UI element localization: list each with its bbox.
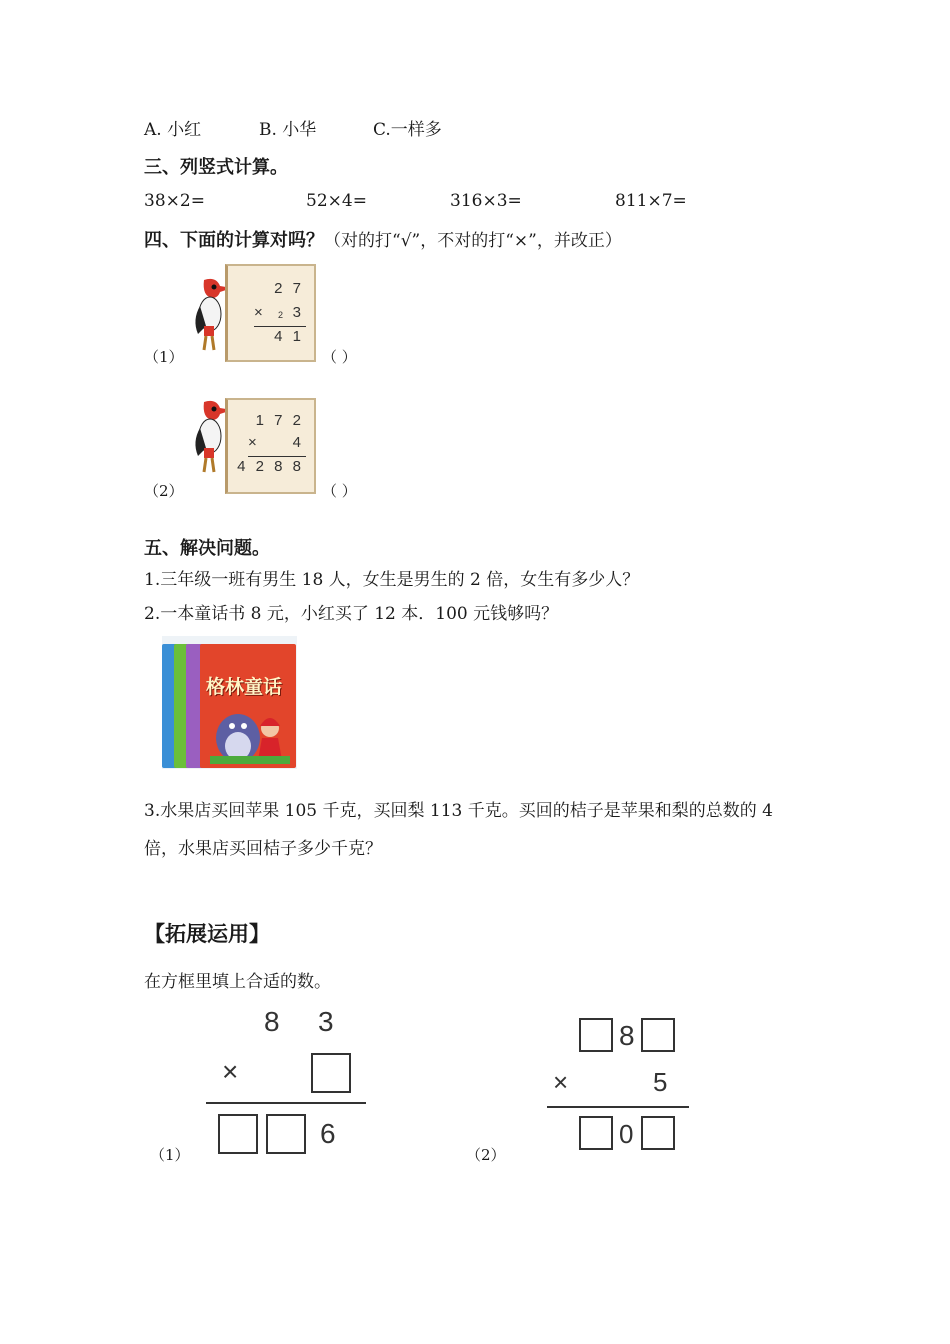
puzzle1-divider — [206, 1102, 366, 1104]
puzzle-1-label: （1） — [150, 1146, 190, 1164]
puzzle1-times-sign: × — [222, 1056, 239, 1087]
puzzle1-digit-3: 3 — [318, 1006, 334, 1037]
card1-times-sign: × — [254, 304, 266, 321]
check-item-1-label: （1） — [144, 348, 184, 366]
wolf-illustration-icon — [210, 698, 290, 764]
option-c: C.一样多 — [373, 120, 442, 140]
puzzle2-blank-result-hundreds[interactable] — [579, 1116, 613, 1150]
puzzle1-blank-tens[interactable] — [266, 1114, 306, 1154]
puzzle2-digit-8: 8 — [619, 1020, 635, 1051]
book-cover-red — [200, 644, 296, 768]
puzzle2-digit-0: 0 — [619, 1119, 634, 1149]
card2-multiplier: 4 — [292, 434, 304, 451]
book-title: 格林童话 — [206, 676, 283, 698]
fairy-tale-books-image — [162, 636, 297, 769]
section4-heading: 四、下面的计算对吗？ — [144, 230, 324, 251]
puzzle2-divider — [547, 1106, 689, 1108]
calc-problem-2: 52×4= — [306, 191, 367, 211]
option-a: A. 小红 — [144, 120, 202, 140]
puzzle2-digit-5: 5 — [653, 1067, 668, 1097]
puzzle2-blank-hundreds[interactable] — [579, 1018, 613, 1052]
card2-result: 4 2 8 8 — [237, 458, 304, 475]
section4-instruction: （对的打“√”，不对的打“×”，并改正） — [324, 231, 622, 251]
card2-divider — [248, 456, 306, 457]
card2-times-sign: × — [248, 434, 260, 451]
card1-carry: 2 — [277, 310, 286, 320]
puzzle2-blank-result-ones[interactable] — [641, 1116, 675, 1150]
puzzle1-blank-hundreds[interactable] — [218, 1114, 258, 1154]
calc-problem-3: 316×3= — [450, 191, 522, 211]
puzzle2-blank-ones[interactable] — [641, 1018, 675, 1052]
answer-paren-1[interactable]: （ ） — [322, 348, 357, 366]
puzzle2-times-sign: × — [553, 1067, 569, 1097]
question-2: 2.一本童话书 8 元，小红买了 12 本．100 元钱够吗？ — [144, 604, 559, 624]
extension-instruction: 在方框里填上合适的数。 — [144, 972, 331, 992]
card1-top-number: 2 7 — [274, 280, 304, 297]
calc-card-2 — [225, 398, 316, 494]
option-b: B. 小华 — [259, 120, 317, 140]
puzzle1-digit-6: 6 — [320, 1118, 336, 1149]
calc-problem-1: 38×2= — [144, 191, 205, 211]
puzzle-2 — [545, 1014, 695, 1159]
puzzle-2-label: （2） — [466, 1146, 506, 1164]
question-1: 1.三年级一班有男生 18 人，女生是男生的 2 倍，女生有多少人？ — [144, 570, 640, 590]
question-3-line-1: 3.水果店买回苹果 105 千克，买回梨 113 千克。买回的桔子是苹果和梨的总数的 4 — [144, 801, 773, 821]
section3-heading: 三、列竖式计算。 — [144, 157, 288, 178]
calc-card-1 — [225, 264, 316, 362]
puzzle-1 — [200, 1002, 370, 1162]
check-item-2-label: （2） — [144, 482, 184, 500]
puzzle1-digit-8: 8 — [264, 1006, 280, 1037]
extension-heading: 【拓展运用】 — [144, 922, 270, 946]
answer-paren-2[interactable]: （ ） — [322, 482, 357, 500]
card1-result: 4 1 — [274, 328, 304, 345]
section5-heading: 五、解决问题。 — [144, 538, 270, 559]
card1-multiplier: 3 — [292, 304, 304, 321]
card2-top-number: 1 7 2 — [255, 412, 304, 429]
card1-divider — [254, 326, 306, 327]
section4-heading-row — [144, 226, 622, 252]
calc-problem-4: 811×7= — [615, 191, 687, 211]
question-3-line-2: 倍，水果店买回桔子多少千克？ — [144, 839, 382, 859]
puzzle1-blank-multiplier[interactable] — [311, 1053, 351, 1093]
